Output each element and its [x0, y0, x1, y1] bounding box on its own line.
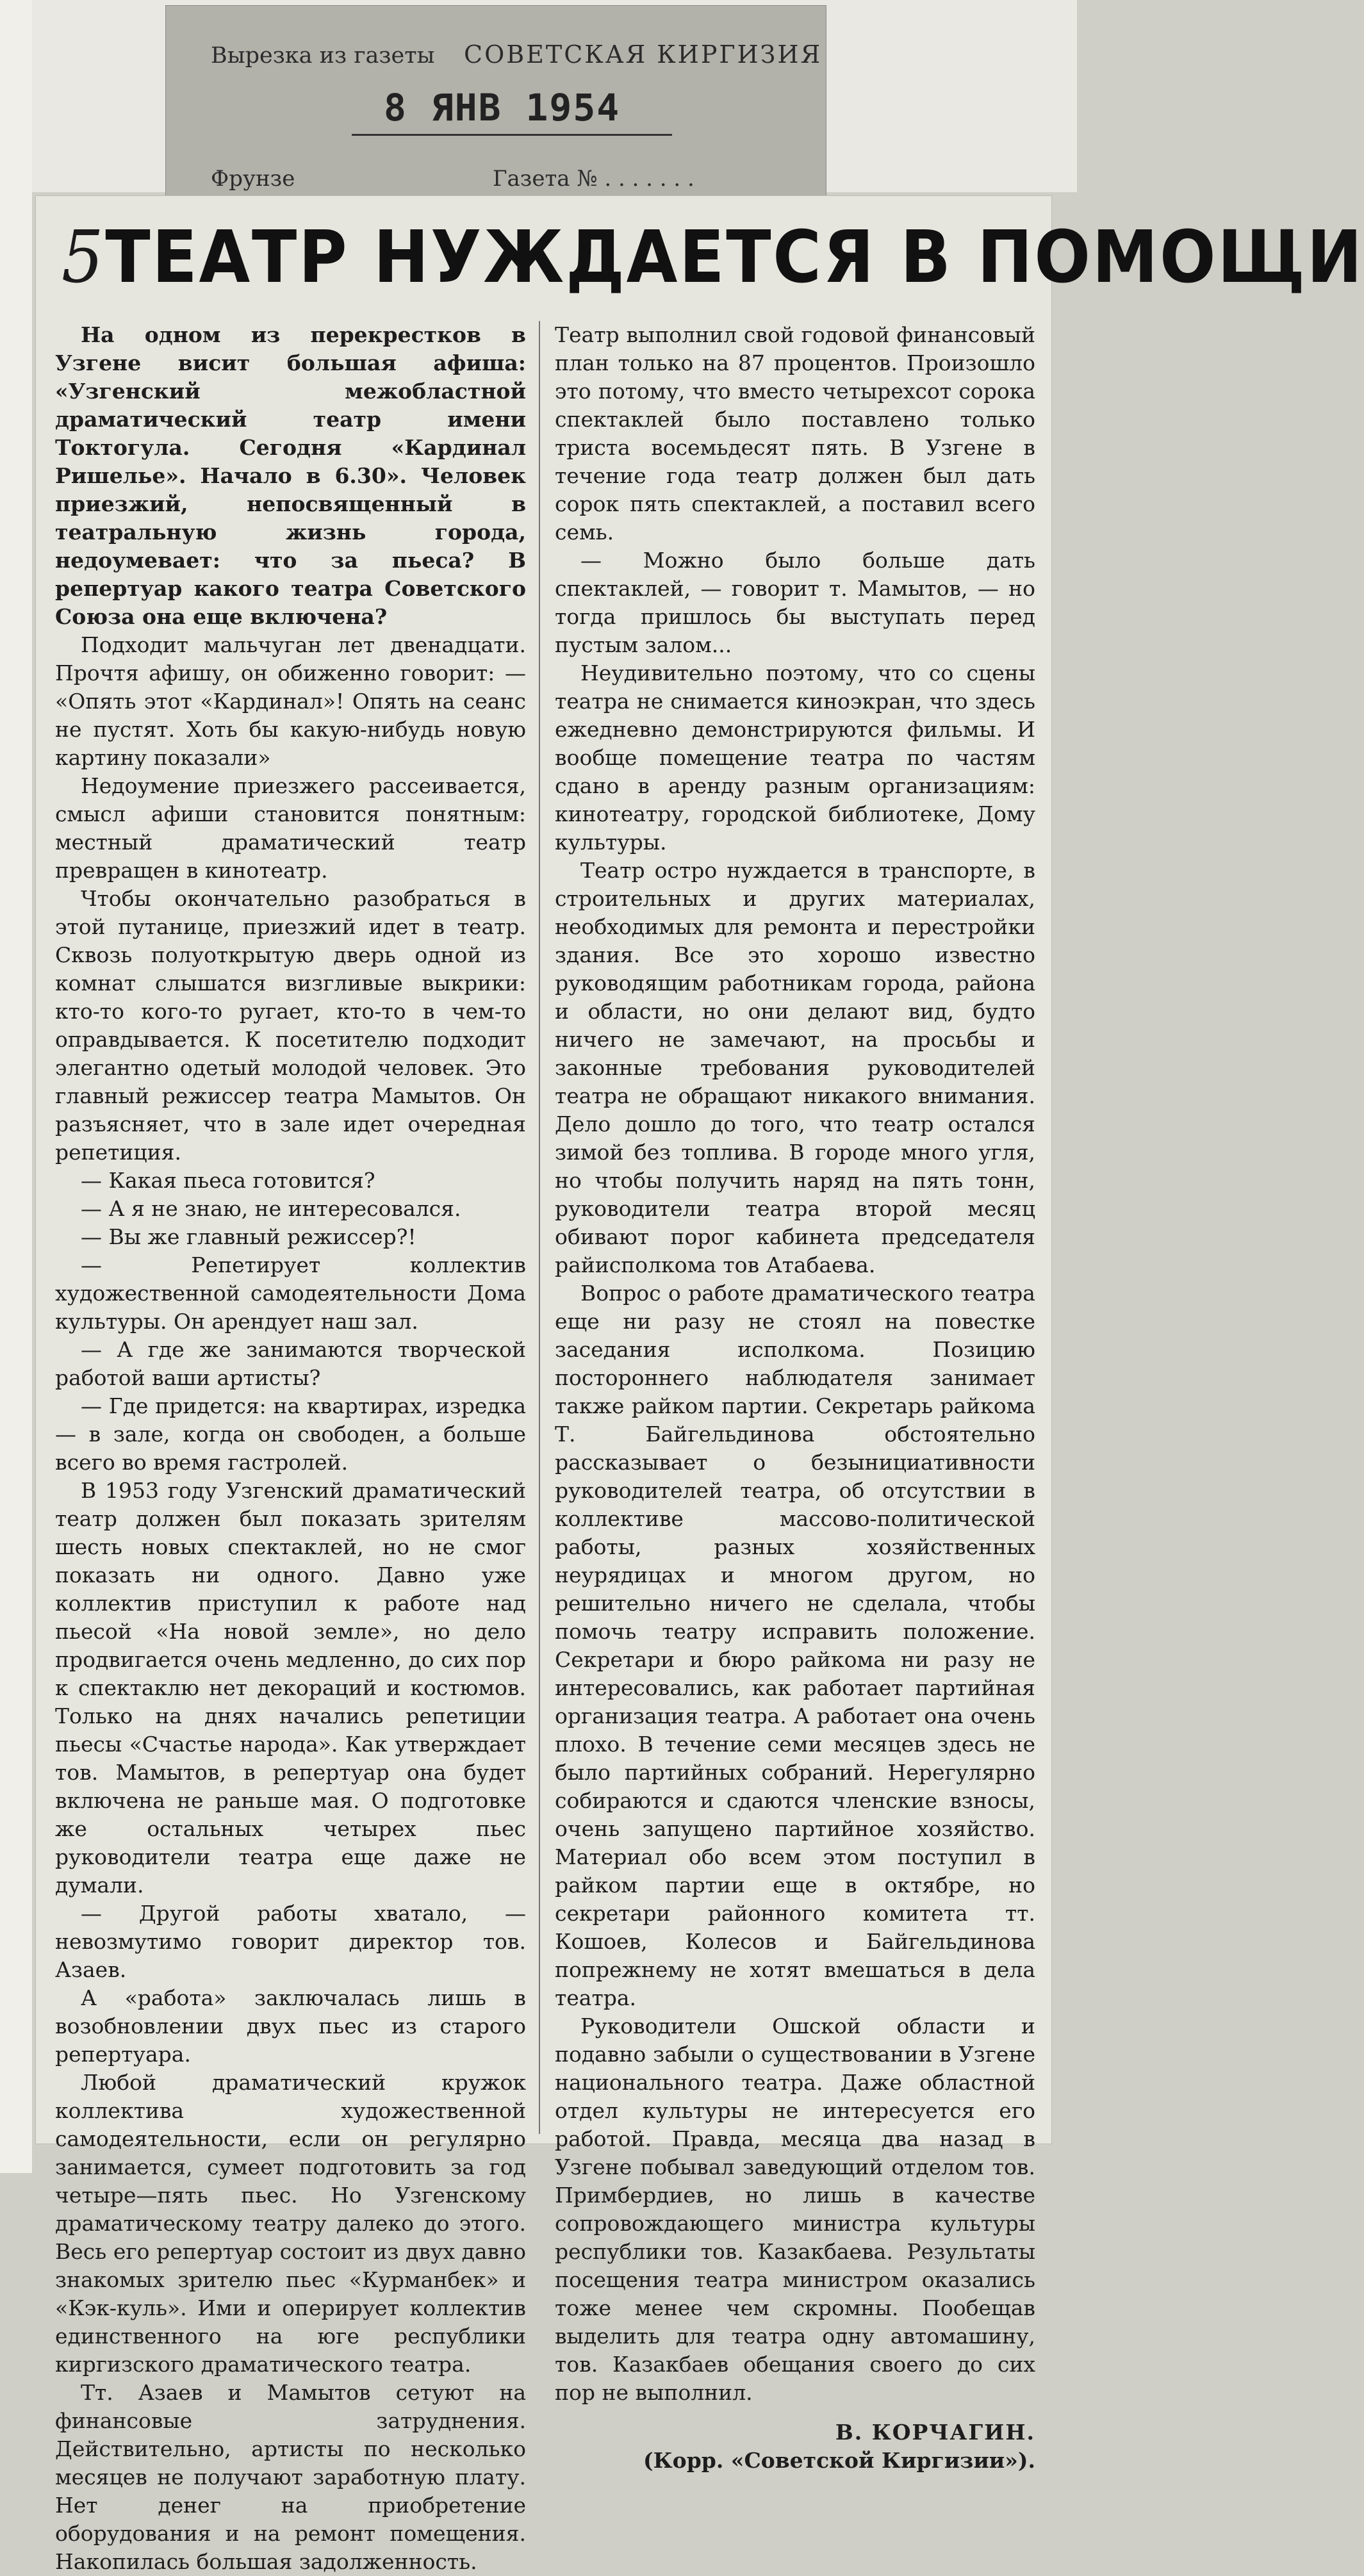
clipping-source-row [211, 40, 823, 69]
author-note: (Корр. «Советской Киргизии»). [643, 2448, 1035, 2473]
newspaper-name: СОВЕТСКАЯ КИРГИЗИЯ [464, 40, 823, 69]
dialog-line: — Где придется: на квартирах, изредка — в зале, когда он свободен, а больше всего во время гастролей. [55, 1393, 526, 1475]
author-signature: В. КОРЧАГИН. [835, 2420, 1035, 2445]
clipping-city: Фрунзе [211, 166, 295, 192]
lead-paragraph: На одном из перекрестков в Узгене висит большая афиша: «Узгенский межобластной драматический театр имени Токтогула. Сегодня «Кардинал Ришелье». Начало в 6.30». Человек приезжий, непосвященный в театральную жизнь города, недоумевает: что за пьеса? В репертуар какого театра Советского Союза она еще включена? [55, 322, 526, 629]
paragraph: А «работа» заключалась лишь в возобновлении двух пьес из старого репертуара. [55, 1985, 526, 2067]
paragraph: Тт. Азаев и Мамытов сетуют на финансовые затруднения. Действительно, артисты по несколько месяцев не получают заработную плату. Нет денег на приобретение оборудования и на ремонт помещения. Накопилась большая задолженность. [55, 2380, 526, 2574]
clipping-label-text: Вырезка из газеты [211, 43, 435, 69]
paragraph: Недоумение приезжего рассеивается, смысл афиши становится понятным: местный драматический театр превращен в кинотеатр. [55, 773, 526, 883]
left-column [55, 321, 526, 2576]
paragraph: Руководители Ошской области и подавно забыли о существовании в Узгене национального театра. Даже областной отдел культуры не интересуется его работой. Правда, месяца два назад в Узгене побывал заведующий отделом тов. Примбердиев, но лишь в качестве сопровождающего министра культуры республики тов. Казакбаева. Результаты посещения театра министром оказались тоже менее чем скромны. Пообещав выделить для театра одну автомашину, тов. Казакбаев обещания своего до сих пор не выполнил. [555, 2014, 1035, 2405]
paragraph: В 1953 году Узгенский драматический театр должен был показать зрителям шесть новых спектаклей, но не смог показать ни одного. Давно уже коллектив приступил к работе над пьесой «На новой земле», но дело продвигается очень медленно, до сих пор к спектаклю нет декораций и костюмов. Только на днях начались репетиции пьесы «Счастье народа». Как утверждает тов. Мамытов, в репертуар она будет включена не раньше мая. О подготовке же остальных четырех пьес руководители театра еще даже не думали. [55, 1478, 526, 1898]
gazette-number-label: Газета № . . . . . . . [493, 166, 694, 192]
paragraph: Театр остро нуждается в транспорте, в строительных и других материалах, необходимых для ремонта и перестройки здания. Все это хорошо известно руководящим работникам города, района и области, но они делают вид, будто ничего не замечают, на просьбы и законные требования руководителей театра не обращают никакого внимания. Дело дошло до того, что театр остался зимой без топлива. В городе много угля, но чтобы получить наряд на пять тонн, руководители театра второй месяц обивают порог кабинета председателя райисполкома тов Атабаева. [555, 858, 1035, 1277]
paragraph: Любой драматический кружок коллектива художественной самодеятельности, если он регулярно занимается, сумеет подготовить за год четыре—пять пьес. Но Узгенскому драматическому театру далеко до этого. Весь его репертуар состоит из двух давно знакомых зрителю пьес «Курманбек» и «Кэк-куль». Ими и оперирует коллектив единственного на юге республики киргизского драматического театра. [55, 2070, 526, 2377]
clipping-date-stamp: 8 ЯНВ 1954 [384, 86, 621, 129]
dialog-line: — А я не знаю, не интересовался. [81, 1196, 461, 1221]
paragraph: Вопрос о работе драматического театра еще ни разу не стоял на повестке заседания исполкома. Позицию постороннего наблюдателя занимает также райком партии. Секретарь райкома Т. Байгельдинова обстоятельно рассказывает о безынициативности руководителей театра, об отсутствии в коллективе массово-политической работы, разных хозяйственных неурядицах и многом другом, но решительно ничего не сделала, чтобы помочь театру исправить положение. Секретари и бюро райкома ни разу не интересовались, как работает партийная организация театра. А работает она очень плохо. В течение семи месяцев здесь не было партийных собраний. Нерегулярно собираются и сдаются членские взносы, очень запущено партийное хозяйство. Материал обо всем этом поступил в райком партии еще в октябре, но секретари районного комитета тт. Кошоев, Колесов и Байгельдинова попрежнему не хотят вмешаться в дела театра. [555, 1281, 1035, 2010]
article-headline [62, 216, 1364, 299]
handwritten-mark: 5 [62, 216, 106, 299]
column-divider [539, 321, 540, 2134]
dialog-line: — Какая пьеса готовится? [81, 1168, 375, 1193]
headline-text: ТЕАТР НУЖДАЕТСЯ В ПОМОЩИ [105, 216, 1364, 299]
clipping-label [165, 5, 826, 199]
page-background-left [0, 0, 32, 2173]
dialog-line: — Репетирует коллектив художественной самодеятельности Дома культуры. Он арендует наш зал. [55, 1252, 526, 1334]
paragraph: Подходит мальчуган лет двенадцати. Прочтя афишу, он обиженно говорит: — «Опять этот «Кардинал»! Опять на сеанс не пустят. Хоть бы какую-нибудь новую картину показали» [55, 632, 526, 770]
paragraph: Неудивительно поэтому, что со сцены театра не снимается киноэкран, что здесь ежедневно демонстрируются фильмы. И вообще помещение театра по частям сдано в аренду разным организациям: кинотеатру, городской библиотеке, Дому культуры. [555, 660, 1035, 855]
paragraph: Театр выполнил свой годовой финансовый план только на 87 процентов. Произошло это потому, что вместо четырехсот сорока спектаклей было поставлено только триста восемьдесят пять. В Узгене в течение года театр должен был дать сорок пять спектаклей, а поставил всего семь. [555, 322, 1035, 545]
date-underline [352, 134, 672, 136]
dialog-line: — А где же занимаются творческой работой ваши артисты? [55, 1337, 526, 1390]
article [35, 195, 1364, 2574]
paragraph: Чтобы окончательно разобраться в этой путанице, приезжий идет в театр. Сквозь полуоткрытую дверь одной из комнат слышатся визгливые выкрики: кто-то кого-то ругает, кто-то в чем-то оправдывается. К посетителю подходит элегантно одетый молодой человек. Это главный режиссер театра Мамытов. Он разъясняет, что в зале идет очередная репетиция. [55, 886, 526, 1165]
right-column [555, 321, 1035, 2475]
dialog-line: — Вы же главный режиссер?! [81, 1224, 416, 1249]
dialog-line: — Можно было больше дать спектаклей, — говорит т. Мамытов, — но тогда пришлось бы выступать перед пустым залом... [555, 548, 1035, 657]
dialog-line: — Другой работы хватало, — невозмутимо говорит директор тов. Азаев. [55, 1901, 526, 1982]
